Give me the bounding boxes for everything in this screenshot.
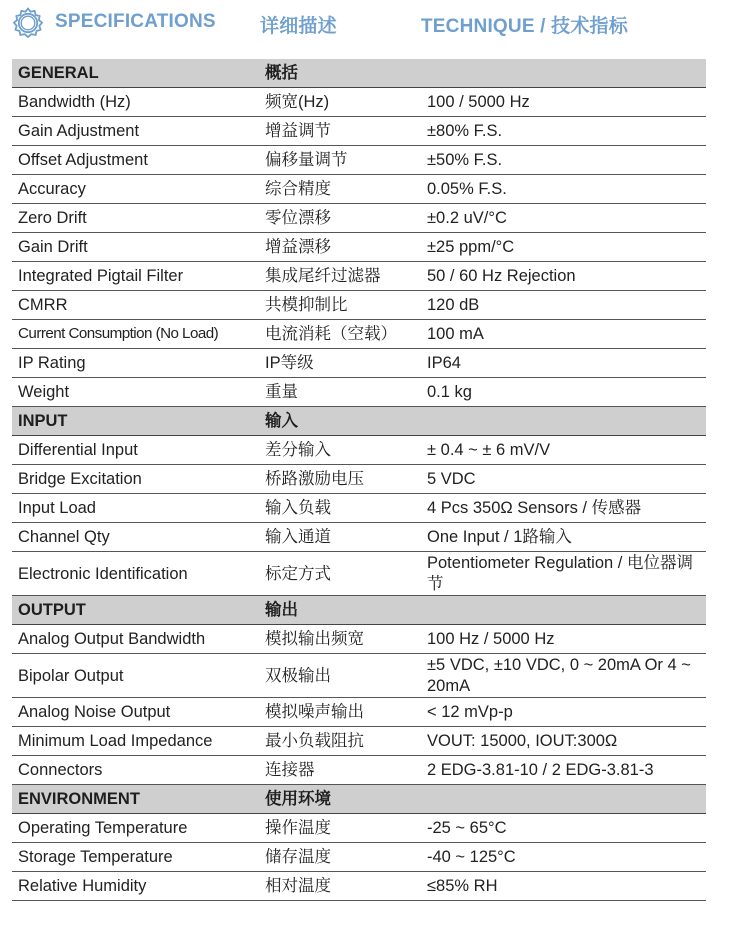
spec-label-zh: 最小负载阻抗 [259, 727, 421, 756]
spec-label-en: Gain Drift [12, 233, 259, 262]
spec-value: 100 Hz / 5000 Hz [421, 625, 706, 654]
title-en: SPECIFICATIONS [55, 11, 216, 32]
spec-label-en: Connectors [12, 756, 259, 785]
spec-value: 4 Pcs 350Ω Sensors / 传感器 [421, 494, 706, 523]
spec-table [12, 59, 706, 901]
table-row [12, 523, 706, 552]
section-blank [421, 596, 706, 625]
table-row [12, 320, 706, 349]
spec-value: 100 mA [421, 320, 706, 349]
spec-label-en: Channel Qty [12, 523, 259, 552]
spec-label-en: Gain Adjustment [12, 117, 259, 146]
table-row [12, 698, 706, 727]
spec-label-zh: 储存温度 [259, 843, 421, 872]
spec-label-en: Operating Temperature [12, 814, 259, 843]
spec-label-zh: 电流消耗（空载） [259, 320, 421, 349]
spec-value: 0.1 kg [421, 378, 706, 407]
table-row [12, 262, 706, 291]
spec-value: < 12 mVp-p [421, 698, 706, 727]
spec-label-zh: 模拟输出频宽 [259, 625, 421, 654]
spec-label-en: Integrated Pigtail Filter [12, 262, 259, 291]
table-row [12, 843, 706, 872]
spec-label-zh: 标定方式 [259, 552, 421, 596]
spec-value: ±0.2 uV/°C [421, 204, 706, 233]
spec-value: ±50% F.S. [421, 146, 706, 175]
spec-value: 50 / 60 Hz Rejection [421, 262, 706, 291]
table-row [12, 727, 706, 756]
spec-value: VOUT: 15000, IOUT:300Ω [421, 727, 706, 756]
spec-label-zh: 模拟噪声输出 [259, 698, 421, 727]
section-name: INPUT [12, 407, 259, 436]
spec-label-zh: 零位漂移 [259, 204, 421, 233]
spec-label-en: Analog Noise Output [12, 698, 259, 727]
section-name: ENVIRONMENT [12, 785, 259, 814]
section-name: OUTPUT [12, 596, 259, 625]
section-name-zh: 使用环境 [259, 785, 421, 814]
spec-label-zh: 偏移量调节 [259, 146, 421, 175]
section-blank [421, 407, 706, 436]
page-header [0, 0, 732, 44]
spec-value: ±5 VDC, ±10 VDC, 0 ~ 20mA Or 4 ~ 20mA [421, 654, 706, 698]
gear-icon [11, 6, 45, 40]
spec-label-zh: 增益漂移 [259, 233, 421, 262]
section-name-zh: 概括 [259, 59, 421, 88]
table-row [12, 146, 706, 175]
spec-label-zh: 相对温度 [259, 872, 421, 901]
section-name-zh: 输入 [259, 407, 421, 436]
table-row [12, 552, 706, 596]
table-row [12, 756, 706, 785]
spec-label-en: Bridge Excitation [12, 465, 259, 494]
table-row [12, 872, 706, 901]
spec-label-zh: 桥路激励电压 [259, 465, 421, 494]
section-header-general [12, 59, 706, 88]
spec-label-en: Zero Drift [12, 204, 259, 233]
spec-label-zh: 频宽(Hz) [259, 88, 421, 117]
spec-value: 5 VDC [421, 465, 706, 494]
table-row [12, 233, 706, 262]
spec-label-zh: 输入通道 [259, 523, 421, 552]
spec-label-zh: 共模抑制比 [259, 291, 421, 320]
table-row [12, 378, 706, 407]
spec-label-en: IP Rating [12, 349, 259, 378]
spec-label-zh: 重量 [259, 378, 421, 407]
spec-label-en: CMRR [12, 291, 259, 320]
spec-label-zh: 差分输入 [259, 436, 421, 465]
section-name: GENERAL [12, 59, 259, 88]
spec-label-en: Bipolar Output [12, 654, 259, 698]
section-blank [421, 785, 706, 814]
spec-value: -25 ~ 65°C [421, 814, 706, 843]
spec-value: ±80% F.S. [421, 117, 706, 146]
table-row [12, 349, 706, 378]
table-row [12, 814, 706, 843]
spec-value: ± 0.4 ~ ± 6 mV/V [421, 436, 706, 465]
section-header-output [12, 596, 706, 625]
table-row [12, 465, 706, 494]
spec-label-en: Storage Temperature [12, 843, 259, 872]
spec-value: One Input / 1路输入 [421, 523, 706, 552]
section-blank [421, 59, 706, 88]
title-fr: TECHNIQUE / 技术指标 [421, 16, 628, 37]
spec-label-en: Analog Output Bandwidth [12, 625, 259, 654]
table-row [12, 175, 706, 204]
spec-label-zh: IP等级 [259, 349, 421, 378]
spec-value: ±25 ppm/°C [421, 233, 706, 262]
spec-label-en: Offset Adjustment [12, 146, 259, 175]
table-row [12, 117, 706, 146]
table-row [12, 625, 706, 654]
spec-label-en: Weight [12, 378, 259, 407]
spec-label-en: Bandwidth (Hz) [12, 88, 259, 117]
spec-label-en: Accuracy [12, 175, 259, 204]
spec-value: IP64 [421, 349, 706, 378]
spec-value: 120 dB [421, 291, 706, 320]
spec-label-zh: 操作温度 [259, 814, 421, 843]
spec-label-en: Current Consumption (No Load) [12, 320, 259, 349]
section-header-input [12, 407, 706, 436]
spec-value: -40 ~ 125°C [421, 843, 706, 872]
section-header-environment [12, 785, 706, 814]
table-row [12, 654, 706, 698]
spec-label-zh: 集成尾纤过滤器 [259, 262, 421, 291]
table-row [12, 204, 706, 233]
spec-label-en: Relative Humidity [12, 872, 259, 901]
table-row [12, 494, 706, 523]
table-row [12, 436, 706, 465]
title-zh: 详细描述 [260, 16, 337, 37]
spec-label-zh: 输入负载 [259, 494, 421, 523]
spec-value: 2 EDG-3.81-10 / 2 EDG-3.81-3 [421, 756, 706, 785]
spec-label-zh: 综合精度 [259, 175, 421, 204]
spec-label-en: Minimum Load Impedance [12, 727, 259, 756]
spec-label-zh: 双极输出 [259, 654, 421, 698]
spec-value: 100 / 5000 Hz [421, 88, 706, 117]
spec-value: 0.05% F.S. [421, 175, 706, 204]
spec-label-zh: 连接器 [259, 756, 421, 785]
spec-value: ≤85% RH [421, 872, 706, 901]
spec-label-en: Electronic Identification [12, 552, 259, 596]
spec-label-zh: 增益调节 [259, 117, 421, 146]
section-name-zh: 输出 [259, 596, 421, 625]
table-row [12, 291, 706, 320]
spec-label-en: Differential Input [12, 436, 259, 465]
spec-label-en: Input Load [12, 494, 259, 523]
table-row [12, 88, 706, 117]
spec-value: Potentiometer Regulation / 电位器调节 [421, 552, 706, 596]
